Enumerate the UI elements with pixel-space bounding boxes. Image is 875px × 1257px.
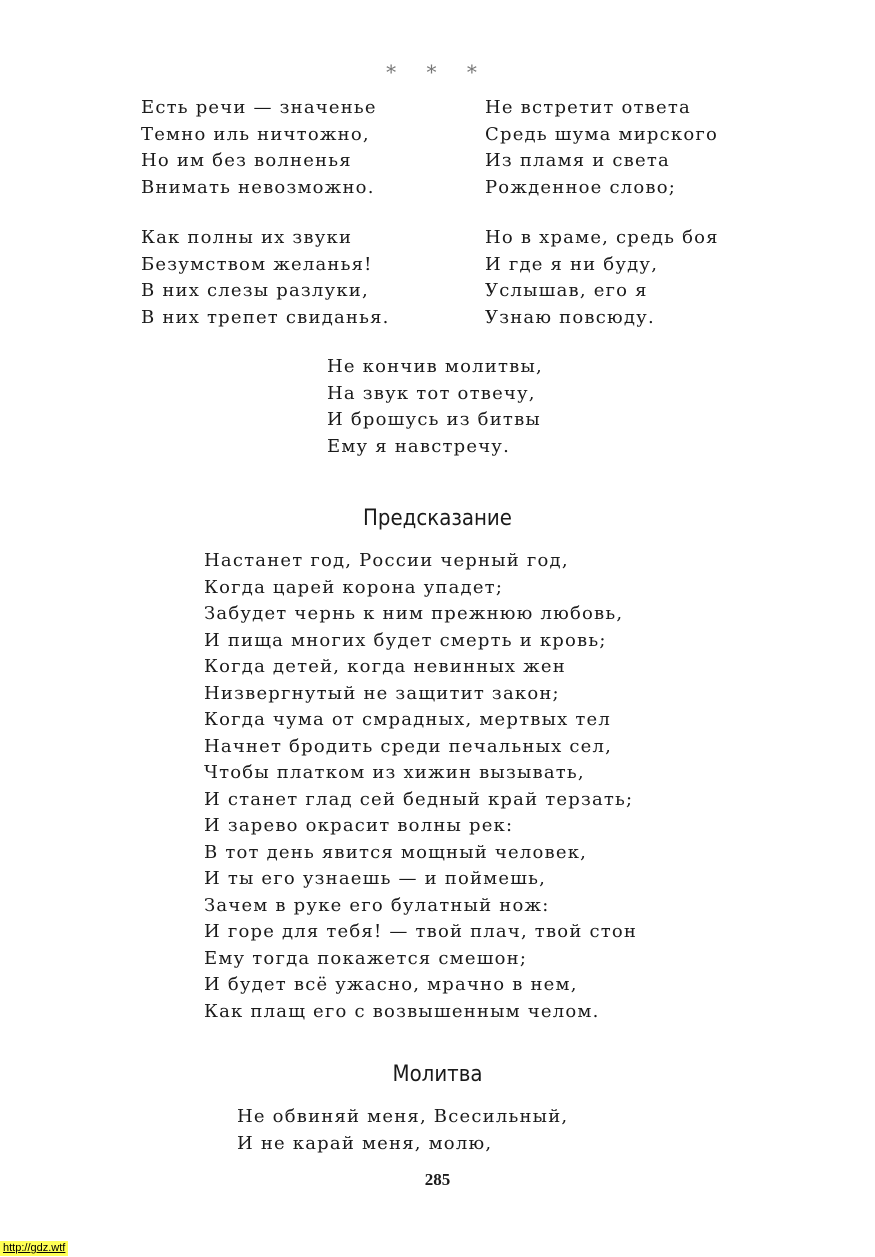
verse-line: Но им без волненья [141,150,352,171]
verse-line: Когда чума от смрадных, мертвых тел [204,709,612,730]
verse-line: Средь шума мирского [485,123,719,145]
stanza-3 [141,225,390,331]
verse-line: На звук тот отвечу, [327,382,536,404]
verse-line: И станет глад сей бедный край терзать; [204,788,634,810]
stanza-4 [485,225,719,331]
stanza-2 [485,95,718,201]
verse-line: Настанет год, России черный год, [204,550,569,571]
verse-line: И брошусь из битвы [327,409,541,430]
verse-line: Услышав, его я [485,280,648,301]
verse-line: Не встретит ответа [485,97,691,118]
verse-line: Есть речи — значенье [141,97,377,118]
verse-line: И будет всё ужасно, мрачно в нем, [204,974,578,995]
page-number: 285 [424,1170,451,1189]
verse-line: В тот день явится мощный человек, [204,841,588,863]
verse-line: Темно иль ничтожно, [141,123,370,145]
prediction-text [204,548,637,1025]
verse-line: Ему тогда покажется смешон; [204,947,528,969]
verse-line: И пища многих будет смерть и кровь; [204,629,607,651]
verse-line: И горе для тебя! — твой плач, твой стон [204,921,638,942]
verse-line: Чтобы платком из хижин вызывать, [204,762,585,783]
verse-line: Как полны их звуки [141,227,353,248]
verse-line: Как плащ его с возвышенным челом. [204,1000,600,1022]
verse-line: В них слезы разлуки, [141,280,369,301]
verse-line: Узнаю повсюду. [485,306,655,328]
verse-line: Рожденное слово; [485,176,677,198]
verse-line: И ты его узнаешь — и поймешь, [204,868,547,889]
verse-line: Безумством желанья! [141,253,373,275]
stanza-5 [327,354,543,460]
verse-line: И не карай меня, молю, [237,1132,493,1154]
verse-line: Не обвиняй меня, Всесильный, [237,1106,569,1127]
poem-title-prediction: Предсказание [363,506,512,531]
watermark-link[interactable]: http://gdz.wtf [0,1241,68,1256]
verse-line: Из пламя и света [485,150,670,171]
prayer-text [237,1104,568,1157]
section-ornament: * * * [386,60,489,84]
verse-line: Ему я навстречу. [327,435,511,457]
verse-line: И где я ни буду, [485,253,659,275]
verse-line: Зачем в руке его булатный нож: [204,894,550,916]
verse-line: Начнет бродить среди печальных сел, [204,735,613,757]
stanza-1 [141,95,377,201]
verse-line: И зарево окрасит волны рек: [204,815,514,836]
verse-line: Внимать невозможно. [141,176,375,198]
verse-line: Когда царей корона упадет; [204,576,504,598]
verse-line: Не кончив молитвы, [327,356,543,377]
poem-title-prayer: Молитва [392,1062,483,1087]
verse-line: В них трепет свиданья. [141,306,390,328]
verse-line: Когда детей, когда невинных жен [204,656,566,677]
verse-line: Низвергнутый не защитит закон; [204,682,560,704]
verse-line: Но в храме, средь боя [485,227,719,248]
verse-line: Забудет чернь к ним прежнюю любовь, [204,603,624,624]
